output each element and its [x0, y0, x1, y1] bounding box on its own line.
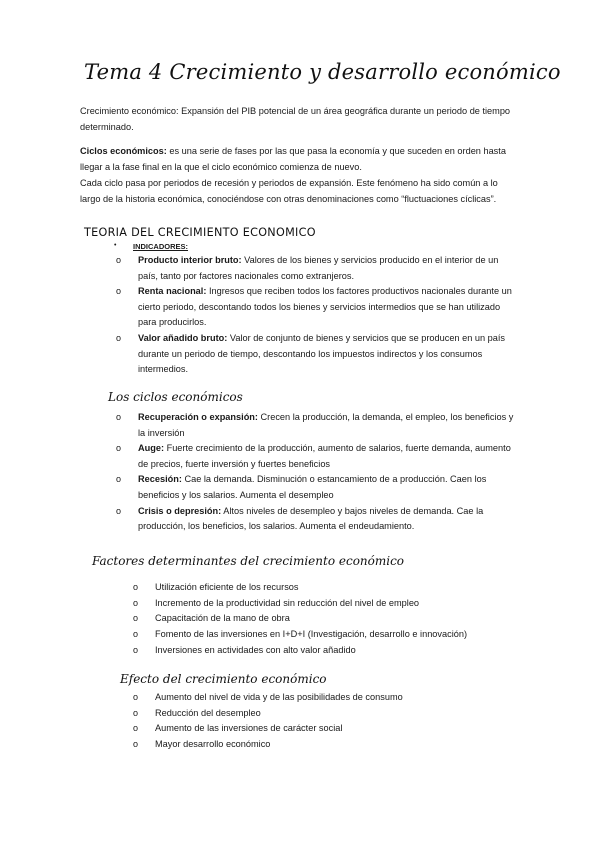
list-item-label: Renta nacional: — [138, 286, 207, 297]
circle-bullet-icon: o — [133, 582, 139, 592]
crecimiento-definition — [80, 103, 520, 135]
circle-bullet-icon: o — [133, 597, 139, 608]
list-item-label: Recuperación o expansión: — [138, 412, 258, 422]
list-item-text: Altos niveles de desempleo y bajos niveles de demanda. Cae la producción, los beneficios, los salarios. Aumenta el endeudamiento. — [138, 505, 484, 532]
circle-bullet-icon: o — [133, 644, 139, 655]
list-item-text: Valor de conjunto de bienes y servicios que se producen en un país durante un periodo de tiempo, descontando los impuestos indirectos y los consumos intermedios. — [138, 332, 506, 375]
list-item — [116, 504, 518, 535]
list-item — [116, 284, 518, 331]
list-item-label: Valor añadido bruto: — [138, 332, 228, 343]
circle-bullet-icon: o — [133, 707, 139, 718]
list-item-text: Fomento de las inversiones en I+D+I (Investigación, desarrollo e innovación) — [155, 629, 468, 640]
list-item — [116, 253, 518, 284]
list-item — [133, 611, 533, 627]
circle-bullet-icon: o — [133, 723, 139, 734]
ciclos-text: es una serie de fases por las que pasa la economía y que suceden en orden hasta llegar a la fase final en la que el ciclo económico comienza de nuevo. — [80, 146, 506, 172]
circle-bullet-icon: o — [116, 474, 122, 485]
list-item-label: Crisis o depresión: — [138, 505, 222, 516]
indicadores-list — [116, 253, 518, 378]
list-item — [116, 410, 518, 441]
list-item-label: Producto interior bruto: — [138, 255, 242, 265]
list-item — [116, 331, 518, 378]
teoria-heading: TEORIA DEL CRECIMIENTO ECONOMICO — [84, 226, 316, 239]
efecto-list — [133, 690, 533, 753]
circle-bullet-icon: o — [116, 443, 122, 454]
ciclos-text-2: Cada ciclo pasa por periodos de recesión y periodos de expansión. Este fenómeno ha sido común a lo largo de la historia económica, conociéndose con otras denominaciones como “fluctuaciones cíclicas”. — [80, 178, 498, 204]
circle-bullet-icon: o — [116, 332, 122, 343]
list-item — [133, 627, 533, 643]
list-item — [133, 596, 533, 612]
page-title: Tema 4 Crecimiento y desarrollo económico — [84, 60, 561, 84]
circle-bullet-icon: o — [133, 739, 139, 750]
ciclos-list — [116, 410, 518, 535]
ciclos-heading: Los ciclos económicos — [108, 390, 243, 404]
list-item-text: Mayor desarrollo económico — [155, 739, 271, 750]
ciclos-label: Ciclos económicos: — [80, 146, 167, 156]
ciclos-definition — [80, 143, 520, 207]
circle-bullet-icon: o — [116, 412, 122, 422]
indicadores-label: INDICADORES: — [133, 242, 189, 251]
list-item — [133, 643, 533, 659]
circle-bullet-icon: o — [116, 505, 122, 516]
list-item — [133, 690, 533, 706]
factores-heading: Factores determinantes del crecimiento económico — [92, 554, 405, 568]
list-item — [133, 737, 533, 753]
list-item-text: Ingresos que reciben todos los factores productivos nacionales durante un cierto periodo, descontando todos los bienes y servicios intermedios que se han utilizado para producirlos. — [138, 286, 512, 328]
list-item-text: Inversiones en actividades con alto valor añadido — [155, 644, 356, 655]
factores-list — [133, 580, 533, 659]
list-item-text: Fuerte crecimiento de la producción, aumento de salarios, fuerte demanda, aumento de precios, fuerte inversión y fuertes beneficios — [138, 443, 511, 469]
circle-bullet-icon: o — [133, 629, 139, 640]
list-item-label: Recesión: — [138, 474, 182, 485]
bullet-dot-icon: • — [114, 242, 117, 249]
list-item — [133, 580, 533, 596]
efecto-heading: Efecto del crecimiento económico — [120, 672, 327, 686]
list-item-text: Crecen la producción, la demanda, el empleo, los beneficios y la inversión — [138, 412, 514, 438]
list-item-text: Aumento del nivel de vida y de las posibilidades de consumo — [155, 692, 403, 702]
list-item-text: Cae la demanda. Disminución o estancamiento de a producción. Caen los beneficios y los salarios. Aumenta el desempleo — [138, 474, 487, 500]
circle-bullet-icon: o — [133, 692, 139, 702]
list-item — [133, 706, 533, 722]
list-item-text: Capacitación de la mano de obra — [155, 613, 290, 624]
list-item — [116, 472, 518, 503]
list-item-text: Incremento de la productividad sin reducción del nivel de empleo — [155, 597, 420, 608]
list-item-text: Valores de los bienes y servicios producido en el interior de un país, tanto por factores nacionales como extranjeros. — [138, 255, 499, 281]
list-item — [116, 441, 518, 472]
list-item-text: Aumento de las inversiones de carácter social — [155, 723, 343, 734]
list-item-text: Reducción del desempleo — [155, 707, 261, 718]
circle-bullet-icon: o — [133, 613, 139, 624]
crecimiento-text: Crecimiento económico: Expansión del PIB potencial de un área geográfica durante un periodo de tiempo determinado. — [80, 106, 511, 132]
list-item — [133, 721, 533, 737]
circle-bullet-icon: o — [116, 255, 122, 265]
list-item-label: Auge: — [138, 443, 165, 454]
list-item-text: Utilización eficiente de los recursos — [155, 582, 299, 592]
circle-bullet-icon: o — [116, 286, 122, 297]
